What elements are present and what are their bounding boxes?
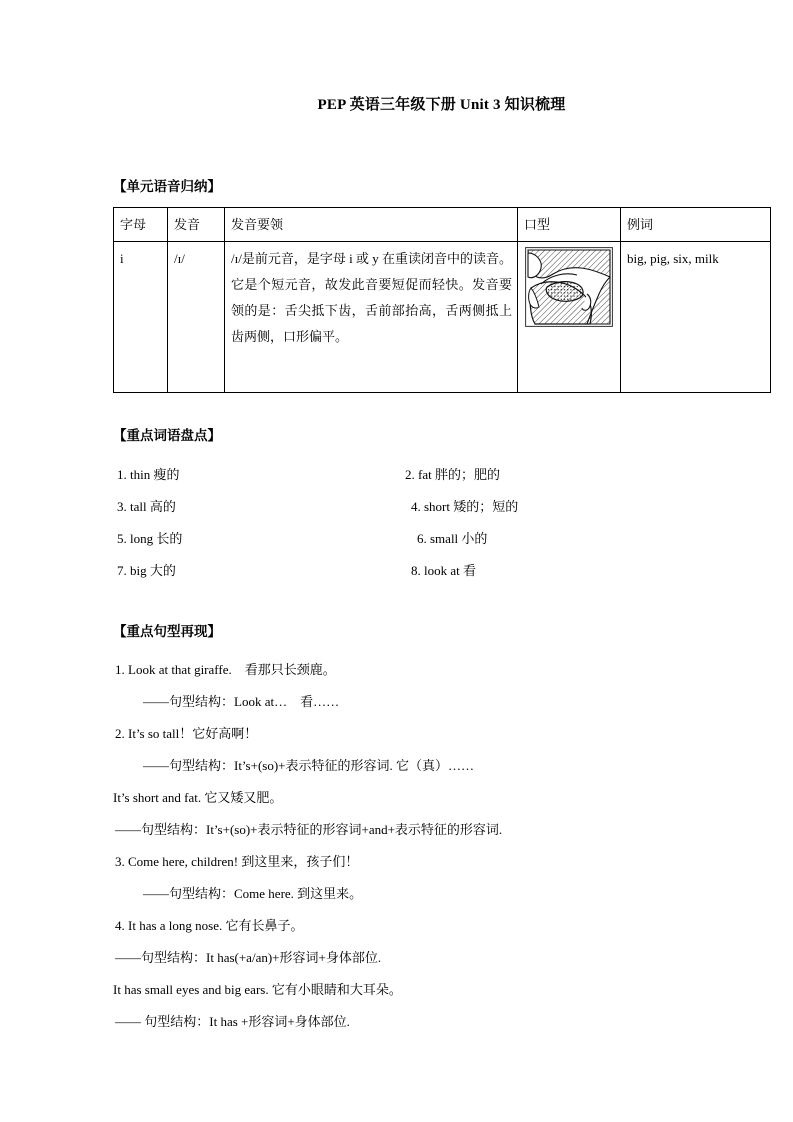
pattern-sentence-4b: It has small eyes and big ears. 它有小眼睛和大耳朵。 (113, 982, 402, 998)
vocabulary-item-2: 2. fat 胖的；肥的 (405, 466, 500, 482)
vocabulary-item-1: 1. thin 瘦的 (117, 466, 180, 482)
vocabulary-item-5: 5. long 长的 (117, 530, 183, 546)
pattern-structure-4: ——句型结构：It has(+a/an)+形容词+身体部位. (115, 950, 382, 966)
table-header-mouth-shape: 口型 (518, 208, 621, 242)
page-content (113, 0, 770, 1038)
vocabulary-item-8: 8. look at 看 (411, 562, 476, 578)
pattern-structure-3: ——句型结构：Come here. 到这里来。 (143, 886, 363, 902)
table-header-sound: 发音 (168, 208, 225, 242)
pattern-sentence-2: 2. It’s so tall！它好高啊！ (115, 726, 258, 742)
pattern-structure-2: ——句型结构：It’s+(so)+表示特征的形容词. 它（真）…… (143, 758, 474, 774)
table-header-key-points: 发音要领 (225, 208, 518, 242)
vocabulary-item-7: 7. big 大的 (117, 562, 176, 578)
cell-examples (621, 242, 771, 393)
vocabulary-item-6: 6. small 小的 (417, 530, 488, 546)
cell-key-points (225, 242, 518, 393)
list-item (113, 491, 770, 523)
pattern-structure-2b: ——句型结构：It’s+(so)+表示特征的形容词+and+表示特征的形容词. (115, 822, 503, 838)
vocabulary-item-4: 4. short 矮的；短的 (411, 498, 519, 514)
cell-sound (168, 242, 225, 393)
sound-value: /ɪ/ (174, 251, 185, 267)
vocabulary-list (113, 459, 770, 587)
list-item (113, 523, 770, 555)
table-header-letter: 字母 (114, 208, 168, 242)
pattern-structure-1: ——句型结构：Look at… 看…… (143, 694, 340, 710)
section-heading-phonics: 【单元语音归纳】 (113, 178, 221, 194)
cell-letter (114, 242, 168, 393)
table-header-examples: 例词 (621, 208, 771, 242)
cell-mouth-shape (518, 242, 621, 393)
letter-value: i (120, 251, 124, 267)
page-title: PEP 英语三年级下册 Unit 3 知识梳理 (317, 97, 566, 113)
list-item (113, 459, 770, 491)
section-heading-vocabulary: 【重点词语盘点】 (113, 428, 221, 444)
table-row (114, 242, 771, 393)
key-points-value: /ɪ/是前元音，是字母 i 或 y 在重读闭音中的读音。它是个短元音，故发此音要短促而轻快。发音要领的是：舌尖抵下齿，舌前部抬高，舌两侧抵上齿两侧，口形偏平。 (231, 251, 512, 345)
list-item (113, 555, 770, 587)
section-heading-patterns: 【重点句型再现】 (113, 623, 221, 639)
pattern-sentence-3: 3. Come here, children! 到这里来，孩子们！ (115, 854, 359, 870)
pattern-structure-4b: —— 句型结构：It has +形容词+身体部位. (115, 1014, 350, 1030)
examples-value: big, pig, six, milk (627, 251, 719, 267)
pattern-sentence-2b: It’s short and fat. 它又矮又肥。 (113, 790, 283, 806)
pattern-sentence-1: 1. Look at that giraffe. 看那只长颈鹿。 (115, 662, 336, 678)
table-header-row (114, 208, 771, 242)
pattern-list (113, 654, 770, 1038)
vocabulary-item-3: 3. tall 高的 (117, 498, 176, 514)
mouth-tongue-sagittal-diagram-icon (525, 247, 613, 327)
phonics-table (113, 207, 771, 393)
pattern-sentence-4: 4. It has a long nose. 它有长鼻子。 (115, 918, 304, 934)
